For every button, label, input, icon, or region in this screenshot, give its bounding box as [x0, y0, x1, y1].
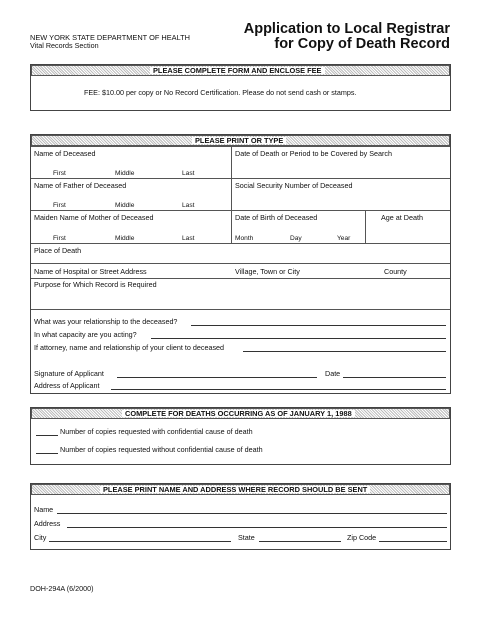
date-line [343, 377, 446, 378]
print-section-heading: PLEASE PRINT OR TYPE [192, 137, 286, 144]
copies-with-cause-label: Number of copies requested with confidential cause of death [60, 427, 253, 436]
capacity-input[interactable] [151, 328, 446, 338]
name-of-deceased-label: Name of Deceased [34, 149, 96, 158]
form-title-line2: for Copy of Death Record [274, 36, 450, 52]
deceased-first-label: First [53, 170, 66, 177]
relationship-question: What was your relationship to the deceased? [34, 317, 178, 326]
father-middle-label: Middle [115, 202, 135, 209]
village-town-city-label: Village, Town or City [235, 267, 300, 276]
mother-last-label: Last [182, 235, 195, 242]
send-zip-input[interactable] [379, 531, 447, 541]
send-to-section-header [31, 484, 450, 495]
deceased-info-section [30, 134, 451, 394]
ssn-label: Social Security Number of Deceased [235, 181, 353, 190]
relationship-line [191, 325, 446, 326]
send-state-input[interactable] [259, 531, 341, 541]
attorney-line [243, 351, 446, 352]
send-name-input[interactable] [57, 503, 447, 513]
signature-label: Signature of Applicant [34, 369, 104, 378]
age-at-death-input[interactable] [369, 225, 447, 237]
dob-day-label: Day [290, 235, 302, 242]
send-zip-line [379, 541, 447, 542]
date-of-death-input[interactable] [235, 161, 445, 173]
fee-section [30, 64, 451, 111]
county-label: County [384, 267, 407, 276]
purpose-label: Purpose for Which Record is Required [34, 280, 157, 289]
copies-without-cause-label: Number of copies requested without confidential cause of death [60, 445, 263, 454]
send-city-input[interactable] [49, 531, 231, 541]
copies-without-cause-input[interactable] [36, 443, 58, 453]
date-of-death-label: Date of Death or Period to be Covered by Search [235, 149, 393, 158]
father-name-input[interactable] [34, 191, 228, 201]
date-input[interactable] [343, 367, 446, 377]
deceased-middle-label: Middle [115, 170, 135, 177]
mother-middle-label: Middle [115, 235, 135, 242]
form-id: DOH-294A (6/2000) [30, 584, 94, 593]
father-first-label: First [53, 202, 66, 209]
send-city-line [49, 541, 231, 542]
send-address-label: Address [34, 519, 61, 528]
deceased-last-label: Last [182, 170, 195, 177]
signature-line [117, 377, 317, 378]
age-at-death-label: Age at Death [381, 213, 423, 222]
mother-maiden-name-input[interactable] [34, 223, 228, 233]
purpose-input[interactable] [34, 292, 446, 306]
place-of-death-label: Place of Death [34, 246, 82, 255]
fee-text: FEE: $10.00 per copy or No Record Certification. Please do not send cash or stamps. [84, 88, 357, 97]
department-section: Vital Records Section [30, 41, 99, 50]
attorney-input[interactable] [243, 341, 446, 351]
dob-month-label: Month [235, 235, 254, 242]
father-name-label: Name of Father of Deceased [34, 181, 127, 190]
dob-year-label: Year [337, 235, 351, 242]
copies-section [30, 407, 451, 465]
fee-section-header [31, 65, 450, 76]
send-address-line [67, 527, 447, 528]
form-title-line1: Application to Local Registrar [243, 21, 450, 37]
send-city-label: City [34, 533, 47, 542]
send-name-line [57, 513, 447, 514]
mother-first-label: First [53, 235, 66, 242]
send-address-input[interactable] [67, 517, 447, 527]
send-name-label: Name [34, 505, 54, 514]
applicant-address-label: Address of Applicant [34, 381, 100, 390]
fee-section-heading: PLEASE COMPLETE FORM AND ENCLOSE FEE [150, 67, 325, 74]
relationship-input[interactable] [191, 315, 446, 325]
father-last-label: Last [182, 202, 195, 209]
name-of-deceased-input[interactable] [34, 159, 228, 169]
send-to-section [30, 483, 451, 550]
copies-without-line [36, 453, 58, 454]
date-label: Date [325, 369, 341, 378]
signature-input[interactable] [117, 367, 317, 377]
applicant-address-line [111, 389, 446, 390]
send-zip-label: Zip Code [347, 533, 377, 542]
ssn-input[interactable] [235, 193, 445, 205]
attorney-question: If attorney, name and relationship of your client to deceased [34, 343, 225, 352]
copies-with-line [36, 435, 58, 436]
hospital-address-label: Name of Hospital or Street Address [34, 267, 147, 276]
copies-with-cause-input[interactable] [36, 425, 58, 435]
date-of-birth-input[interactable] [235, 223, 361, 233]
print-section-header [31, 135, 450, 146]
mother-maiden-name-label: Maiden Name of Mother of Deceased [34, 213, 154, 222]
copies-section-header [31, 408, 450, 419]
applicant-address-input[interactable] [111, 379, 446, 389]
date-of-birth-label: Date of Birth of Deceased [235, 213, 318, 222]
send-state-label: State [238, 533, 255, 542]
capacity-line [151, 338, 446, 339]
capacity-question: In what capacity are you acting? [34, 330, 137, 339]
send-to-section-heading: PLEASE PRINT NAME AND ADDRESS WHERE RECORD SHOULD BE SENT [100, 486, 370, 493]
send-state-line [259, 541, 341, 542]
copies-section-heading: COMPLETE FOR DEATHS OCCURRING AS OF JANUARY 1, 1988 [122, 410, 355, 417]
department-name: NEW YORK STATE DEPARTMENT OF HEALTH [30, 33, 191, 42]
